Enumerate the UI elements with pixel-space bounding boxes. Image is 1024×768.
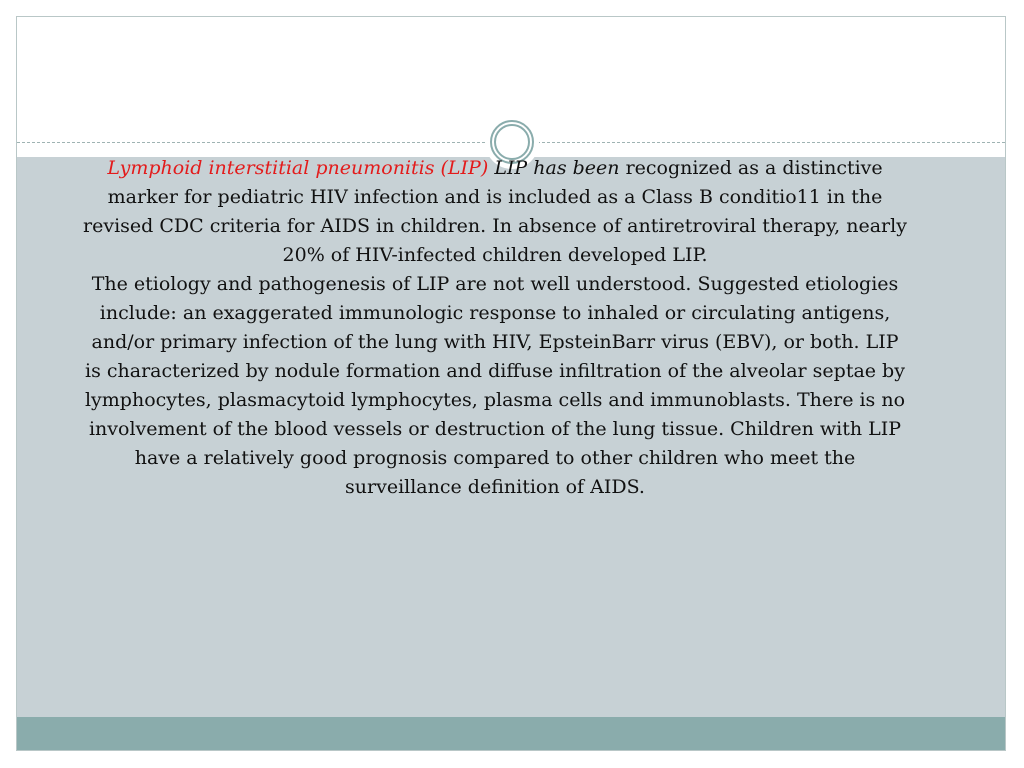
paragraph-lip-definition	[82, 154, 908, 270]
footer-bar	[17, 717, 1005, 751]
lip-lead-text: LIP has been	[494, 157, 620, 179]
slide-body-text	[82, 154, 908, 502]
lip-definition-body: recognized as a distinctive marker for pediatric HIV infection and is included as a Class B conditio11 in the revised CDC criteria for AIDS in children. In absence of antiretroviral therapy, nearly 20% of HIV-infected children developed LIP.	[83, 157, 907, 266]
lip-term-highlight: Lymphoid interstitial pneumonitis (LIP)	[107, 157, 489, 179]
paragraph-lip-etiology: The etiology and pathogenesis of LIP are not well understood. Suggested etiologies include: an exaggerated immunologic response to inhaled or circulating antigens, and/or primary infection of the lung with HIV, EpsteinBarr virus (EBV), or both. LIP is characterized by nodule formation and diffuse infiltration of the alveolar septae by lymphocytes, plasmacytoid lymphocytes, plasma cells and immunoblasts. There is no involvement of the blood vessels or destruction of the lung tissue. Children with LIP have a relatively good prognosis compared to other children who meet the surveillance definition of AIDS.	[84, 273, 906, 498]
